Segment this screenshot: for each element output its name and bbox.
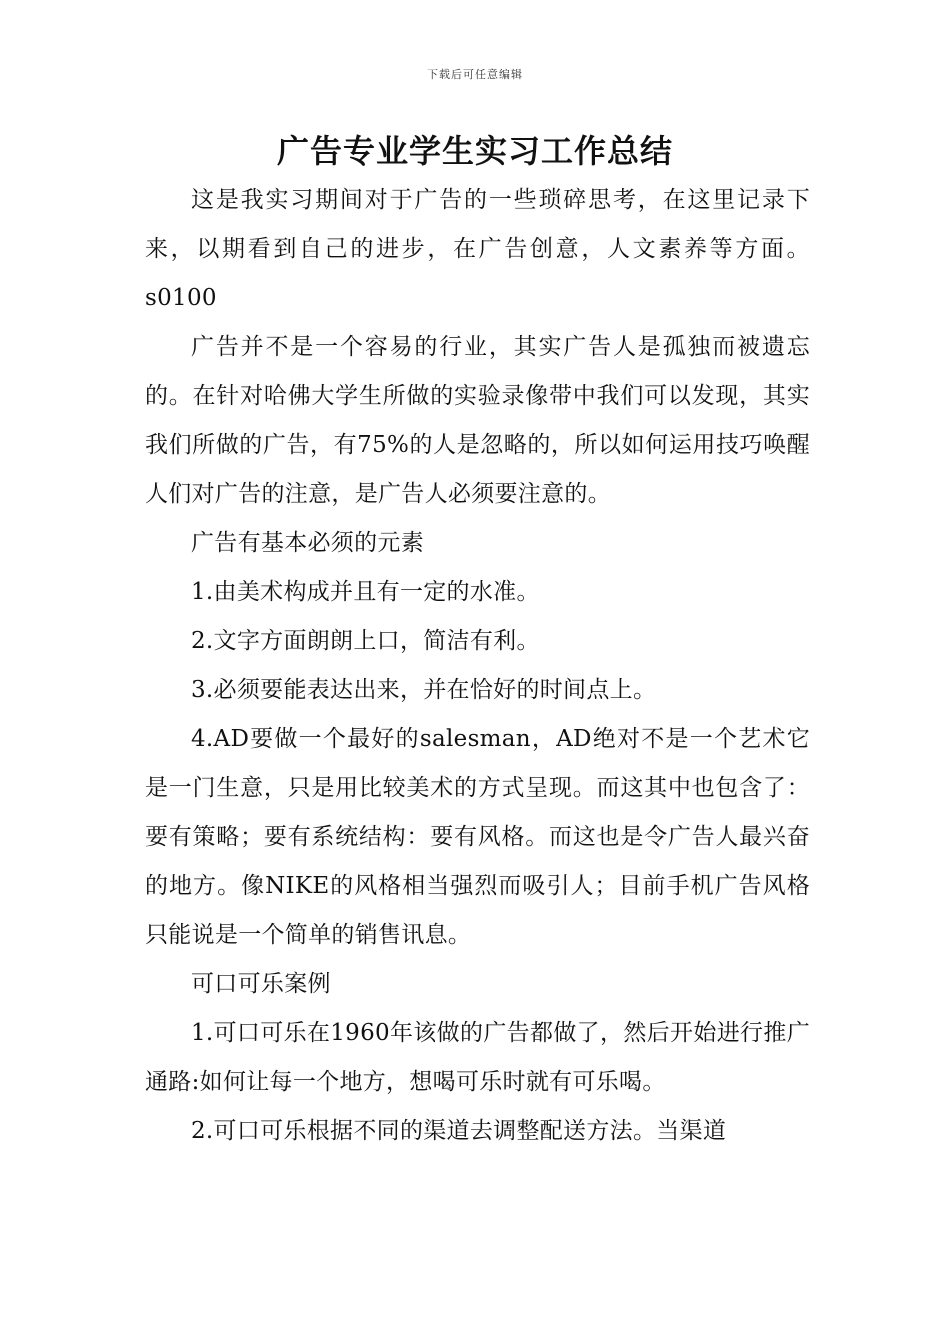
document-body: [145, 176, 810, 1156]
paragraph-elements-heading: 广告有基本必须的元素: [191, 530, 424, 556]
list-item-case-2: 2.可口可乐根据不同的渠道去调整配送方法。当渠道: [191, 1118, 727, 1144]
list-item-element-3: 3.必须要能表达出来，并在恰好的时间点上。: [191, 677, 657, 703]
paragraph-loneliness: 广告并不是一个容易的行业，其实广告人是孤独而被遗忘的。在针对哈佛大学生所做的实验录像带中我们可以发现，其实我们所做的广告，有75%的人是忽略的，所以如何运用技巧唤醒人们对广告的注意，是广告人必须要注意的。: [145, 334, 810, 507]
paragraph-intro: 这是我实习期间对于广告的一些琐碎思考，在这里记录下来，以期看到自己的进步，在广告创意，人文素养等方面。s0100: [145, 187, 810, 311]
document-title: 广告专业学生实习工作总结: [276, 132, 673, 170]
paragraph-case-heading: 可口可乐案例: [191, 971, 331, 997]
list-item-case-1: 1.可口可乐在1960年该做的广告都做了，然后开始进行推广通路:如何让每一个地方，想喝可乐时就有可乐喝。: [145, 1020, 810, 1095]
header-note: 下载后可任意编辑: [427, 68, 523, 81]
list-item-element-2: 2.文字方面朗朗上口，简洁有利。: [191, 628, 540, 654]
list-item-element-4: 4.AD要做一个最好的salesman，AD绝对不是一个艺术它是一门生意，只是用比较美术的方式呈现。而这其中也包含了：要有策略；要有系统结构：要有风格。而这也是令广告人最兴奋的地方。像NIKE的风格相当强烈而吸引人；目前手机广告风格只能说是一个简单的销售讯息。: [145, 726, 810, 948]
list-item-element-1: 1.由美术构成并且有一定的水准。: [191, 579, 540, 605]
